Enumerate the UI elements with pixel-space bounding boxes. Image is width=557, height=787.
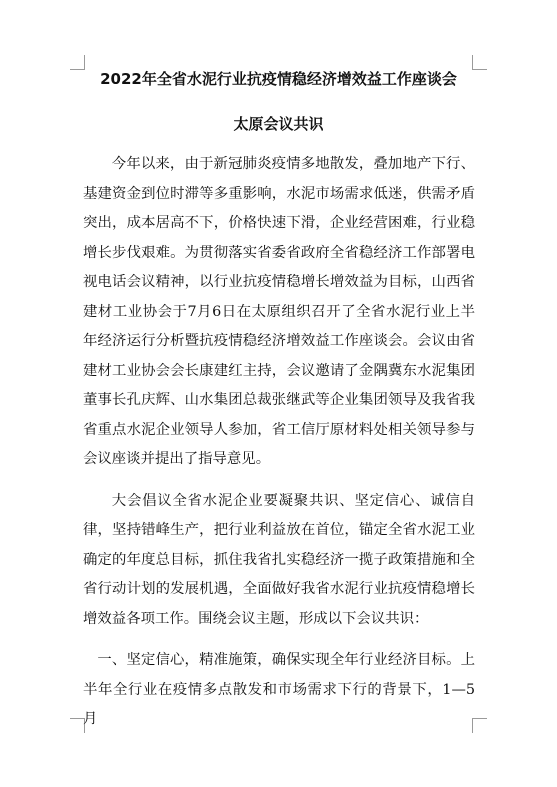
paragraph-intro: 今年以来，由于新冠肺炎疫情多地散发，叠加地产下行、基建资金到位时滞等多重影响，水泥市场需求低迷，供需矛盾突出，成本居高不下，价格快速下滑，企业经营困难，行业稳增长步伐艰难。为贯彻落实省委省政府全省稳经济工作部署电视电话会议精神，以行业抗疫情稳增长增效益为目标，山西省建材工业协会于7月6日在太原组织召开了全省水泥行业上半年经济运行分析暨抗疫情稳经济增效益工作座谈会。会议由省建材工业协会会长康建红主持，会议邀请了金隅冀东水泥集团董事长孔庆辉、山水集团总裁张继武等企业集团领导及我省我省重点水泥企业领导人参加，省工信厅原材料处相关领导参与会议座谈并提出了指导意见。 [83,156,475,467]
document-subtitle: 太原会议共识 [233,115,324,133]
document-title: 2022年全省水泥行业抗疫情稳经济增效益工作座谈会 [100,70,457,88]
document-body [83,150,475,735]
paragraph-section-1: 一、坚定信心，精准施策，确保实现全年行业经济目标。上半年全行业在疫情多点散发和市场需求下行的背景下，1—5月 [83,652,475,727]
paragraph-initiative: 大会倡议全省水泥企业要凝聚共识、坚定信心、诚信自律，坚持错峰生产，把行业利益放在首位，锚定全省水泥工业确定的年度总目标，抓住我省扎实稳经济一揽子政策措施和全省行动计划的发展机遇，全面做好我省水泥行业抗疫情稳增长增效益各项工作。围绕会议主题，形成以下会议共识： [83,492,475,627]
